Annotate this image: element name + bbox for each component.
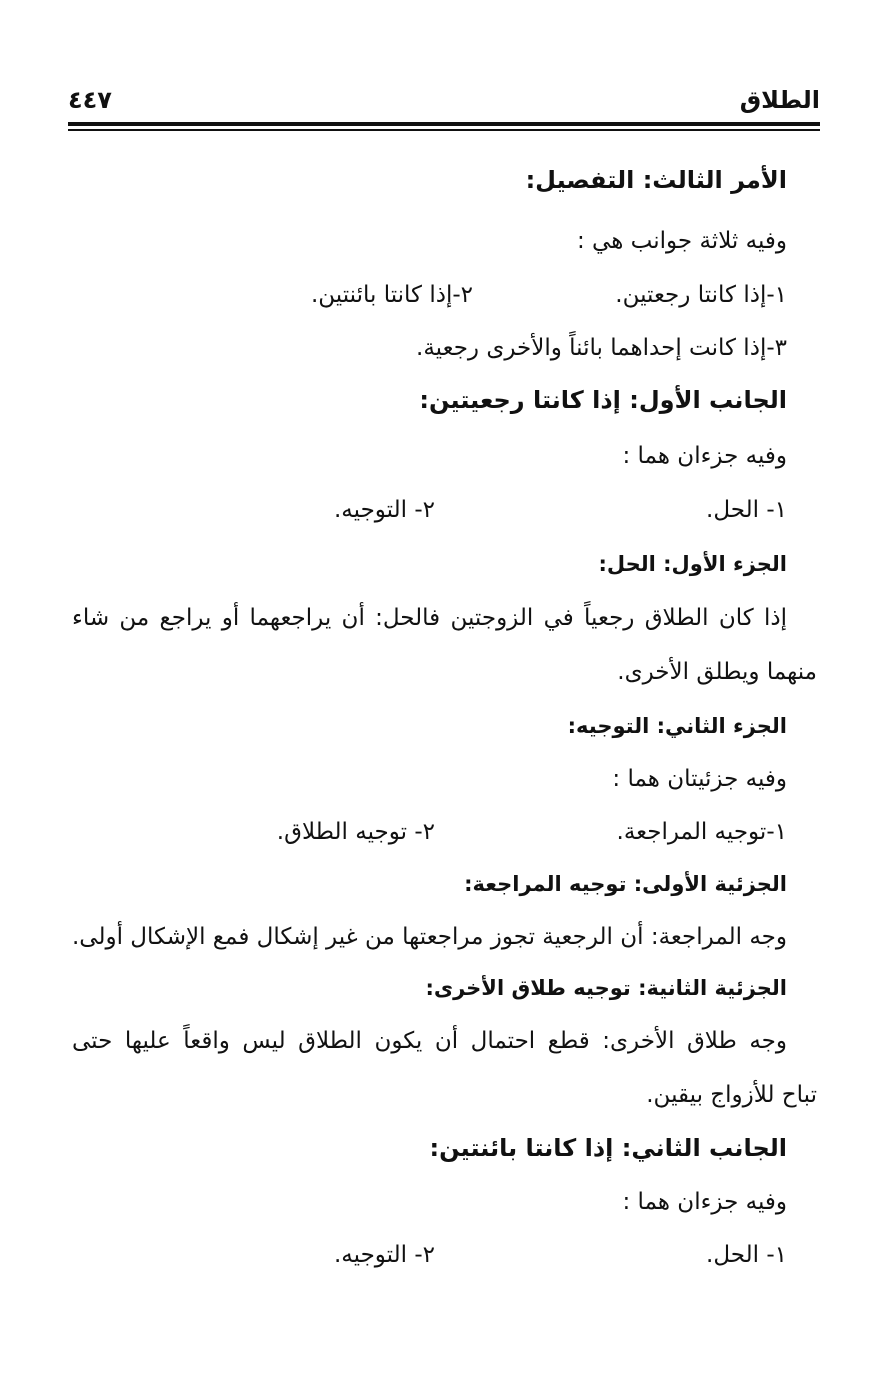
page-header	[68, 82, 820, 122]
side1-intro: وفيه جزءان هما :	[622, 443, 787, 469]
header-rule-thick	[68, 122, 820, 126]
case-item-3: ٣-إذا كانت إحداهما بائناً والأخرى رجعية.	[416, 335, 787, 361]
part2-heading: الجزء الثاني: التوجيه:	[567, 714, 787, 738]
part2-intro: وفيه جزئيتان هما :	[612, 766, 787, 792]
running-title: الطلاق	[739, 86, 820, 114]
page-number: ٤٤٧	[68, 86, 112, 114]
case-item-2: ٢-إذا كانتا بائنتين.	[310, 282, 473, 308]
side2-intro: وفيه جزءان هما :	[622, 1189, 787, 1215]
sub1-heading: الجزئية الأولى: توجيه المراجعة:	[464, 872, 787, 896]
sub2-heading: الجزئية الثانية: توجيه طلاق الأخرى:	[425, 976, 787, 1000]
case-item-1: ١-إذا كانتا رجعتين.	[615, 282, 787, 308]
side1-heading: الجانب الأول: إذا كانتا رجعيتين:	[419, 386, 787, 414]
sub2-text-line2: تباح للأزواج بيقين.	[646, 1082, 817, 1108]
part1-text-line1: إذا كان الطلاق رجعياً في الزوجتين فالحل: أن يراجعهما أو يراجع من شاء	[72, 605, 787, 631]
sub2-text-line1: وجه طلاق الأخرى: قطع احتمال أن يكون الطلاق ليس واقعاً عليها حتى	[72, 1028, 787, 1054]
side2-item-2: ٢- التوجيه.	[334, 1242, 435, 1268]
part2-item-2: ٢- توجيه الطلاق.	[276, 819, 435, 845]
side2-item-1: ١- الحل.	[706, 1242, 787, 1268]
part1-text-line2: منهما ويطلق الأخرى.	[617, 659, 817, 685]
header-rule-thin	[68, 129, 820, 131]
side1-item-2: ٢- التوجيه.	[334, 497, 435, 523]
intro-text: وفيه ثلاثة جوانب هي :	[577, 228, 787, 254]
section-heading: الأمر الثالث: التفصيل:	[525, 166, 787, 194]
side1-item-1: ١- الحل.	[706, 497, 787, 523]
sub1-text: وجه المراجعة: أن الرجعية تجوز مراجعتها من غير إشكال فمع الإشكال أولى.	[72, 924, 787, 950]
part1-heading: الجزء الأول: الحل:	[598, 552, 787, 576]
part2-item-1: ١-توجيه المراجعة.	[616, 819, 787, 845]
side2-heading: الجانب الثاني: إذا كانتا بائنتين:	[429, 1134, 787, 1162]
